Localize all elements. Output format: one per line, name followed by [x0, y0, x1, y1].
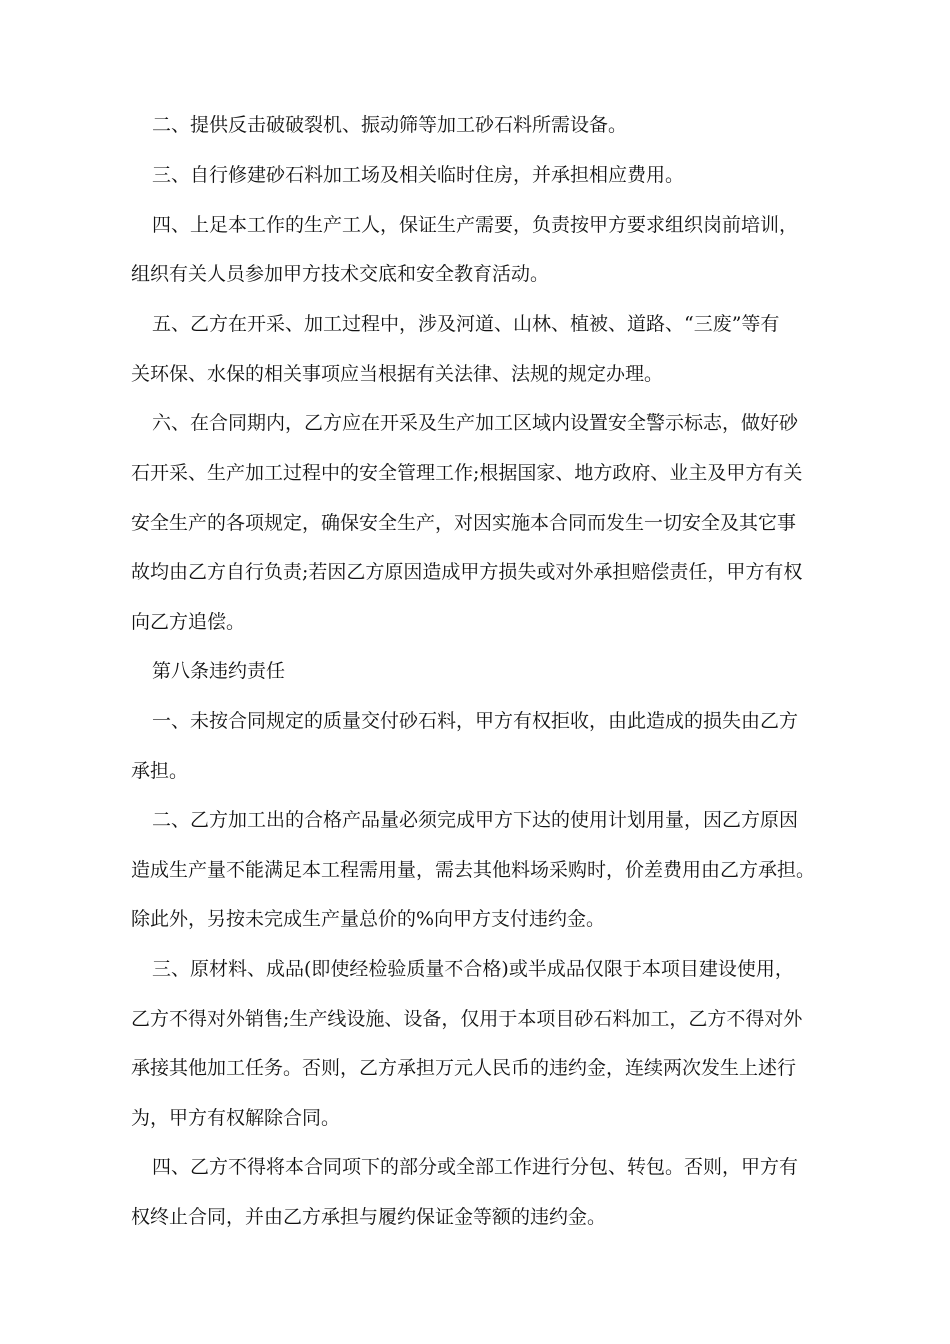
text-line: 四、上足本工作的生产工人，保证生产需要，负责按甲方要求组织岗前培训， — [152, 214, 799, 236]
text-line: 造成生产量不能满足本工程需用量，需去其他料场采购时，价差费用由乙方承担。 — [131, 859, 816, 881]
text-line: 为，甲方有权解除合同。 — [131, 1107, 341, 1129]
text-line: 四、乙方不得将本合同项下的部分或全部工作进行分包、转包。否则，甲方有 — [152, 1156, 799, 1178]
text-line: 安全生产的各项规定，确保安全生产，对因实施本合同而发生一切安全及其它事 — [131, 512, 797, 534]
section-heading: 第八条违约责任 — [152, 660, 286, 682]
text-line: 乙方不得对外销售;生产线设施、设备，仅用于本项目砂石料加工，乙方不得对外 — [131, 1008, 803, 1030]
text-line: 一、未按合同规定的质量交付砂石料，甲方有权拒收，由此造成的损失由乙方 — [152, 710, 799, 732]
text-line: 承接其他加工任务。否则，乙方承担万元人民币的违约金，连续两次发生上述行 — [131, 1057, 797, 1079]
text-line: 除此外，另按未完成生产量总价的%向甲方支付违约金。 — [131, 908, 606, 930]
text-line: 二、乙方加工出的合格产品量必须完成甲方下达的使用计划用量，因乙方原因 — [152, 809, 799, 831]
text-line: 三、原材料、成品(即使经检验质量不合格)或半成品仅限于本项目建设使用， — [152, 958, 794, 980]
text-line: 权终止合同，并由乙方承担与履约保证金等额的违约金。 — [131, 1206, 607, 1228]
text-line: 向乙方追偿。 — [131, 611, 246, 633]
text-line: 六、在合同期内，乙方应在开采及生产加工区域内设置安全警示标志，做好砂 — [152, 412, 799, 434]
text-line: 故均由乙方自行负责;若因乙方原因造成甲方损失或对外承担赔偿责任，甲方有权 — [131, 561, 803, 583]
text-line: 二、提供反击破破裂机、振动筛等加工砂石料所需设备。 — [152, 114, 628, 136]
text-line: 关环保、水保的相关事项应当根据有关法律、法规的规定办理。 — [131, 363, 664, 385]
text-line: 组织有关人员参加甲方技术交底和安全教育活动。 — [131, 263, 550, 285]
text-line: 承担。 — [131, 760, 189, 782]
text-line: 五、乙方在开采、加工过程中，涉及河道、山林、植被、道路、“三废”等有 — [152, 313, 780, 335]
text-line: 石开采、生产加工过程中的安全管理工作;根据国家、地方政府、业主及甲方有关 — [131, 462, 803, 484]
text-line: 三、自行修建砂石料加工场及相关临时住房，并承担相应费用。 — [152, 164, 685, 186]
